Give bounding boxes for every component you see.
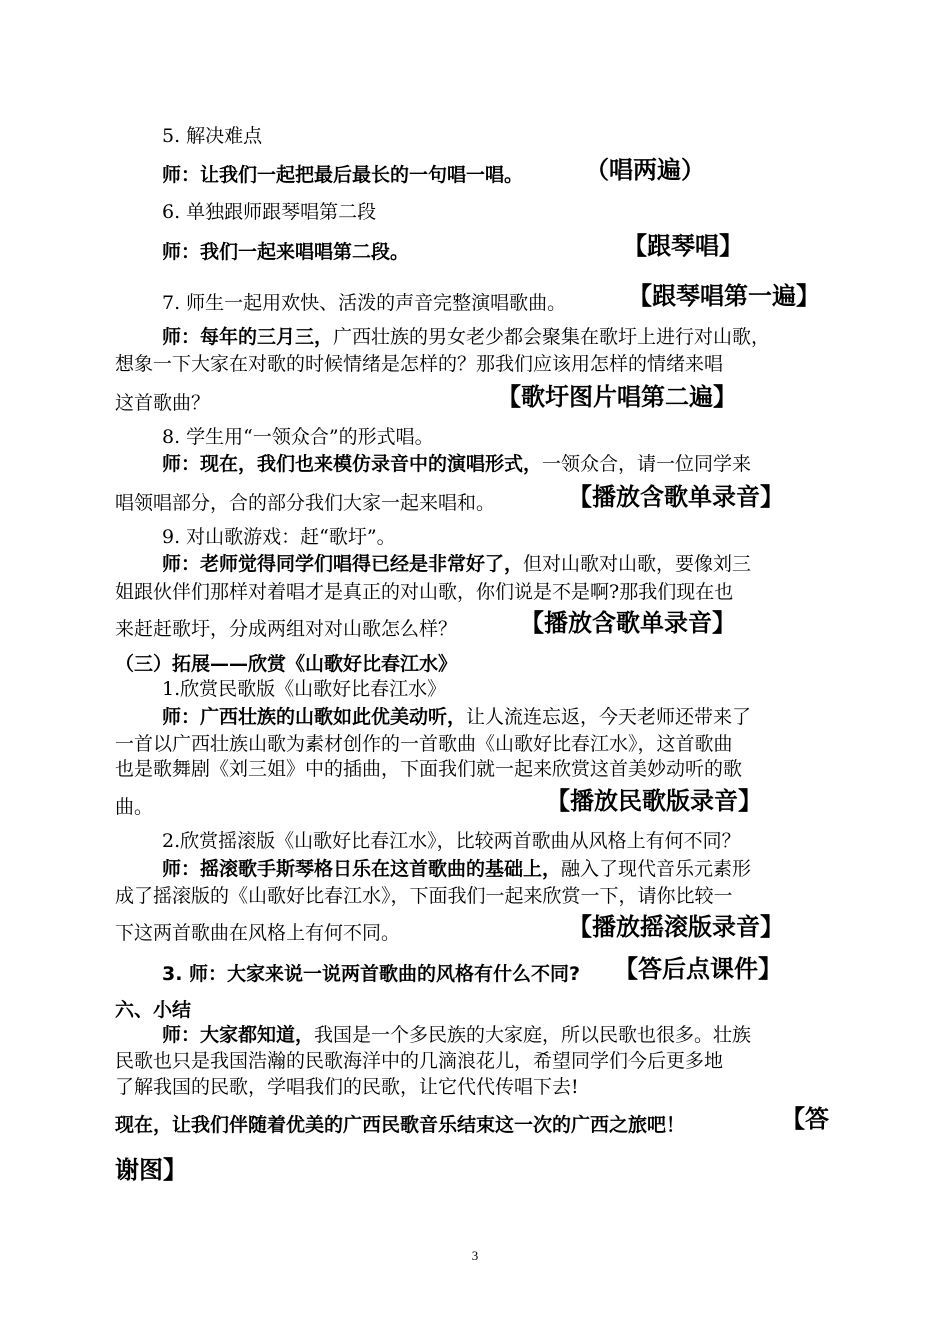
step-1-heading: 1.欣赏民歌版《山歌好比春江水》 (162, 678, 447, 700)
paragraph-line: 师：现在，我们也来模仿录音中的演唱形式，一领众合，请一位同学来 (162, 453, 752, 475)
step-9-heading: 9. 对山歌游戏：赶“歌圩”。 (162, 526, 396, 548)
paragraph-line: 民歌也只是我国浩瀚的民歌海洋中的几滴浪花儿，希望同学们今后更多地 (115, 1050, 724, 1072)
note-piano-accompaniment: 【跟琴唱】 (623, 232, 743, 260)
closing-line: 现在，让我们伴随着优美的广西民歌音乐结束这一次的广西之旅吧！ (115, 1114, 686, 1136)
note-first-pass: 【跟琴唱第一遍】 (628, 282, 820, 310)
note-thanks-image-end: 谢图】 (115, 1156, 187, 1184)
note-sing-twice: （唱两遍） (585, 156, 705, 184)
paragraph-line: 来赶赶歌圩，分成两组对对山歌怎么样？ (115, 618, 458, 640)
teacher-line-sing-last-phrase: 师：让我们一起把最后最长的一句唱一唱。 (162, 164, 524, 186)
section-6-heading: 六、小结 (115, 999, 192, 1021)
teacher-line-second-verse: 师：我们一起来唱唱第二段。 (162, 241, 410, 263)
step-8-heading: 8. 学生用“一领众合”的形式唱。 (162, 426, 434, 448)
step-3-teacher-line: 3. 师：大家来说一说两首歌曲的风格有什么不同? (162, 963, 581, 985)
note-play-folk-version: 【播放民歌版录音】 (546, 787, 762, 815)
paragraph-line: 唱领唱部分，合的部分我们大家一起来唱和。 (115, 492, 496, 514)
note-play-recording-2: 【播放含歌单录音】 (520, 609, 736, 637)
step-6-heading: 6. 单独跟师跟琴唱第二段 (162, 201, 377, 223)
paragraph-line: 成了摇滚版的《山歌好比春江水》，下面我们一起来欣赏一下，请你比较一 (115, 885, 733, 907)
paragraph-line: 师：老师觉得同学们唱得已经是非常好了，但对山歌对山歌，要像刘三 (162, 553, 752, 575)
paragraph-line: 这首歌曲？ (115, 392, 211, 414)
step-5-heading: 5. 解决难点 (162, 125, 263, 147)
step-7-heading: 7. 师生一起用欢快、活泼的声音完整演唱歌曲。 (162, 292, 567, 314)
step-2-heading: 2.欣赏摇滚版《山歌好比春江水》，比较两首歌曲从风格上有何不同？ (162, 830, 741, 852)
section-3-heading: （三）拓展——欣赏《山歌好比春江水》 (115, 653, 458, 675)
paragraph-line: 曲。 (115, 796, 154, 818)
paragraph-line: 一首以广西壮族山歌为素材创作的一首歌曲《山歌好比春江水》，这首歌曲 (115, 733, 733, 755)
note-play-recording: 【播放含歌单录音】 (568, 483, 784, 511)
paragraph-line: 师：广西壮族的山歌如此优美动听，让人流连忘返，今天老师还带来了 (162, 706, 752, 728)
note-second-pass: 【歌圩图片唱第二遍】 (497, 383, 737, 411)
paragraph-line: 师：摇滚歌手斯琴格日乐在这首歌曲的基础上，融入了现代音乐元素形 (162, 858, 752, 880)
paragraph-line: 也是歌舞剧《刘三姐》中的插曲，下面我们就一起来欣赏这首美妙动听的歌 (115, 758, 743, 780)
paragraph-line: 姐跟伙伴们那样对着唱才是真正的对山歌，你们说是不是啊?那我们现在也 (115, 581, 734, 603)
note-thanks-image-start: 【答 (781, 1105, 829, 1133)
page-number: 3 (471, 1248, 479, 1263)
paragraph-line: 下这两首歌曲在风格上有何不同。 (115, 922, 401, 944)
paragraph-line: 师：每年的三月三，广西壮族的男女老少都会聚集在歌圩上进行对山歌， (162, 326, 771, 348)
note-click-courseware: 【答后点课件】 (614, 955, 782, 983)
paragraph-line: 了解我国的民歌，学唱我们的民歌，让它代代传唱下去! (115, 1076, 579, 1098)
note-play-rock-version: 【播放摇滚版录音】 (568, 913, 784, 941)
paragraph-line: 师：大家都知道，我国是一个多民族的大家庭，所以民歌也很多。壮族 (162, 1024, 752, 1046)
paragraph-line: 想象一下大家在对歌的时候情绪是怎样的？那我们应该用怎样的情绪来唱 (115, 353, 724, 375)
